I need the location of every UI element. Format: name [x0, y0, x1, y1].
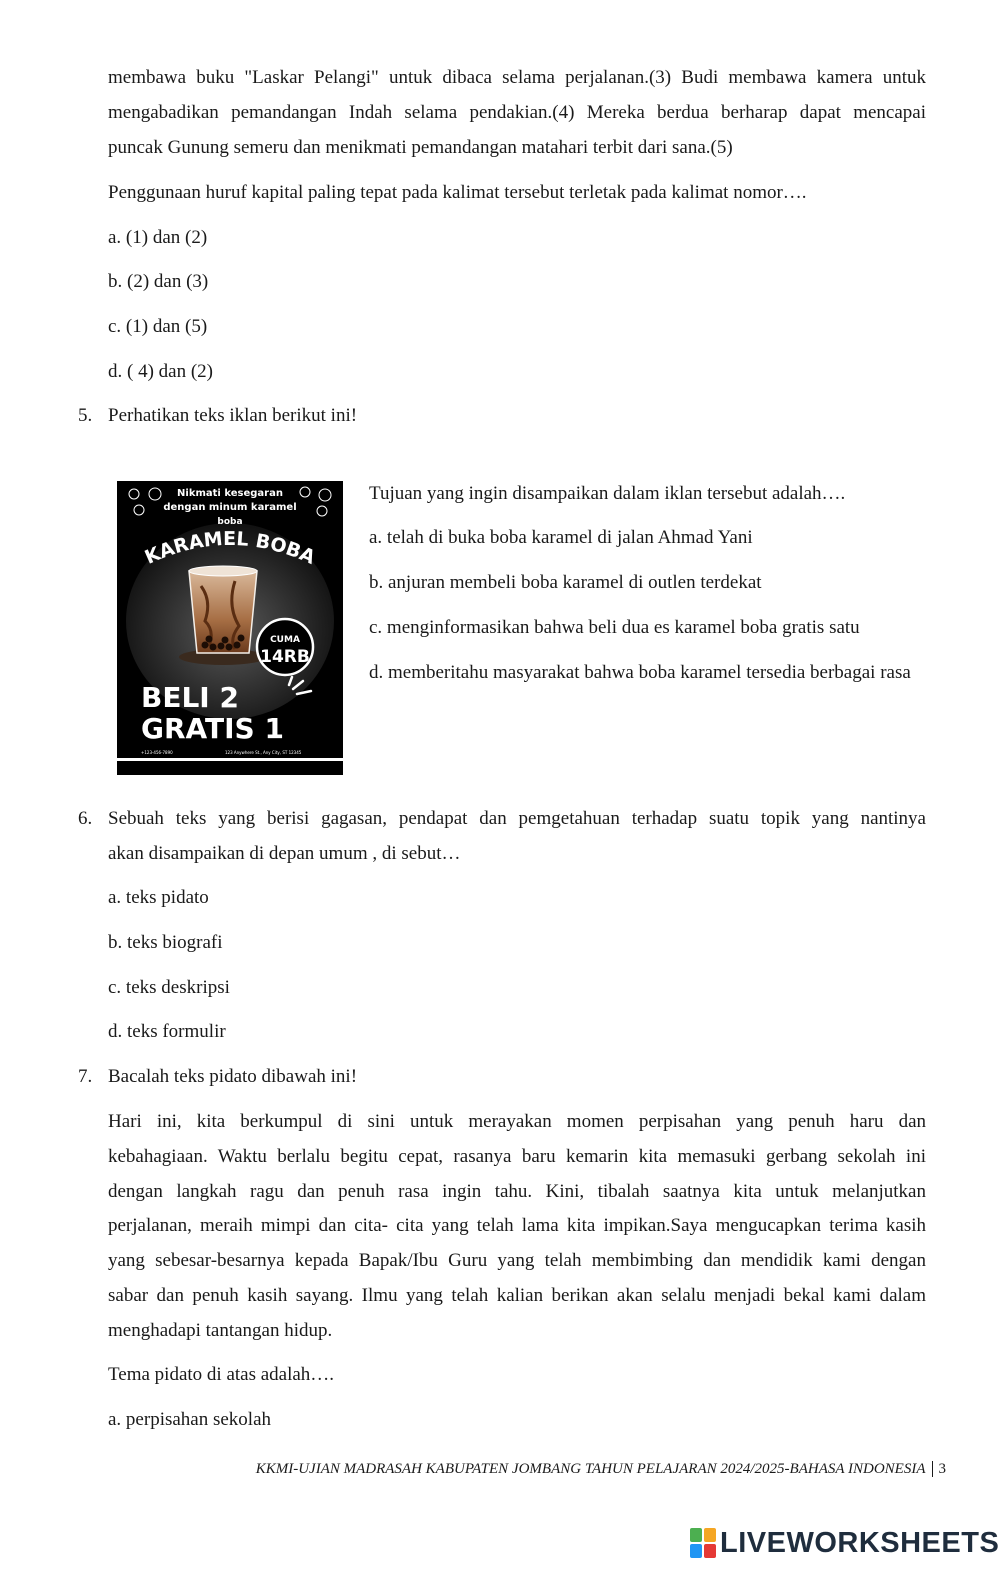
answer-option-b[interactable]: b. (2) dan (3) — [108, 271, 209, 292]
answer-option-a[interactable]: a. perpisahan sekolah — [108, 1409, 272, 1430]
passage-line: dengan langkah ragu dan penuh rasa ingin tahu. Kini, tibalah saatnya kita untuk melanjutkan — [108, 1181, 926, 1202]
passage-line: Hari ini, kita berkumpul di sini untuk merayakan momen perpisahan yang penuh haru dan — [108, 1111, 926, 1132]
answer-option-c[interactable]: c. menginformasikan bahwa beli dua es karamel boba gratis satu — [369, 617, 860, 638]
answer-option-d[interactable]: d. ( 4) dan (2) — [108, 361, 213, 382]
ad-brand-name: KARAMEL BOBA — [141, 527, 319, 569]
page-number: 3 — [932, 1461, 947, 1477]
question-text: Sebuah teks yang berisi gagasan, pendapat dan pemgetahuan terhadap suatu topik yang nantinya — [108, 808, 926, 829]
ad-headline: boba — [217, 517, 243, 527]
question-text: Bacalah teks pidato dibawah ini! — [108, 1066, 358, 1087]
passage-line: yang sebesar-besarnya kepada Bapak/Ibu Guru yang telah membimbing dan mendidik kami dengan — [108, 1250, 926, 1271]
brand-name: LIVEWORKSHEETS — [720, 1526, 1000, 1559]
advertisement-image — [117, 481, 343, 775]
answer-option-b[interactable]: b. anjuran membeli boba karamel di outlen terdekat — [369, 572, 762, 593]
answer-option-c[interactable]: c. teks deskripsi — [108, 977, 230, 998]
answer-option-a[interactable]: a. teks pidato — [108, 887, 209, 908]
ad-price: 14RB — [260, 647, 310, 667]
passage-line: membawa buku "Laskar Pelangi" untuk dibaca selama perjalanan.(3) Budi membawa kamera untuk — [108, 67, 926, 88]
answer-option-c[interactable]: c. (1) dan (5) — [108, 316, 208, 337]
page-footer — [256, 1459, 946, 1479]
footer-text: KKMI-UJIAN MADRASAH KABUPATEN JOMBANG TAHUN PELAJARAN 2024/2025-BAHASA INDONESIA — [255, 1461, 926, 1477]
answer-option-b[interactable]: b. teks biografi — [108, 932, 223, 953]
passage-line: menghadapi tantangan hidup. — [108, 1320, 333, 1341]
passage-line: kebahagiaan. Waktu berlalu begitu cepat, rasanya baru kemarin kita memasuki gerbang sekolah ini — [108, 1146, 926, 1167]
ad-headline: Nikmati kesegaran — [177, 488, 283, 499]
question-number: 5. — [78, 405, 93, 426]
question-prompt: Penggunaan huruf kapital paling tepat pada kalimat tersebut terletak pada kalimat nomor…. — [108, 182, 807, 203]
answer-option-a[interactable]: a. (1) dan (2) — [108, 227, 208, 248]
ad-price-label: CUMA — [270, 635, 300, 645]
ad-promo-line: GRATIS 1 — [141, 712, 284, 745]
question-text: Perhatikan teks iklan berikut ini! — [108, 405, 358, 426]
boba-ad-illustration — [117, 481, 343, 775]
ad-headline: dengan minum karamel — [163, 502, 297, 513]
ad-address: 123 Anywhere St., Any City, ST 12345 — [225, 750, 302, 755]
ad-divider — [117, 758, 343, 761]
passage-line: puncak Gunung semeru dan menikmati pemandangan matahari terbit dari sana.(5) — [108, 137, 733, 158]
question-prompt: Tema pidato di atas adalah…. — [108, 1364, 335, 1385]
answer-option-a[interactable]: a. telah di buka boba karamel di jalan Ahmad Yani — [369, 527, 753, 548]
question-text: akan disampaikan di depan umum , di sebut… — [108, 843, 461, 864]
answer-option-d[interactable]: d. memberitahu masyarakat bahwa boba karamel tersedia berbagai rasa — [369, 662, 911, 683]
passage-line: perjalanan, meraih mimpi dan cita- cita yang telah lama kita impikan.Saya mengucapkan terima kasih — [108, 1215, 926, 1236]
liveworksheets-brand[interactable] — [690, 1525, 999, 1561]
ad-phone: +123-456-7890 — [141, 750, 173, 755]
passage-line: mengabadikan pemandangan Indah selama pendakian.(4) Mereka berdua berharap dapat mencapai — [108, 102, 926, 123]
liveworksheets-logo-icon — [690, 1528, 716, 1558]
question-number: 6. — [78, 808, 93, 829]
passage-line: sabar dan penuh kasih sayang. Ilmu yang telah kalian berikan akan selalu menjadi bekal kami dalam — [108, 1285, 926, 1306]
ad-promo-line: BELI 2 — [141, 681, 239, 714]
question-number: 7. — [78, 1066, 93, 1087]
question-prompt: Tujuan yang ingin disampaikan dalam iklan tersebut adalah…. — [369, 483, 846, 504]
answer-option-d[interactable]: d. teks formulir — [108, 1021, 226, 1042]
